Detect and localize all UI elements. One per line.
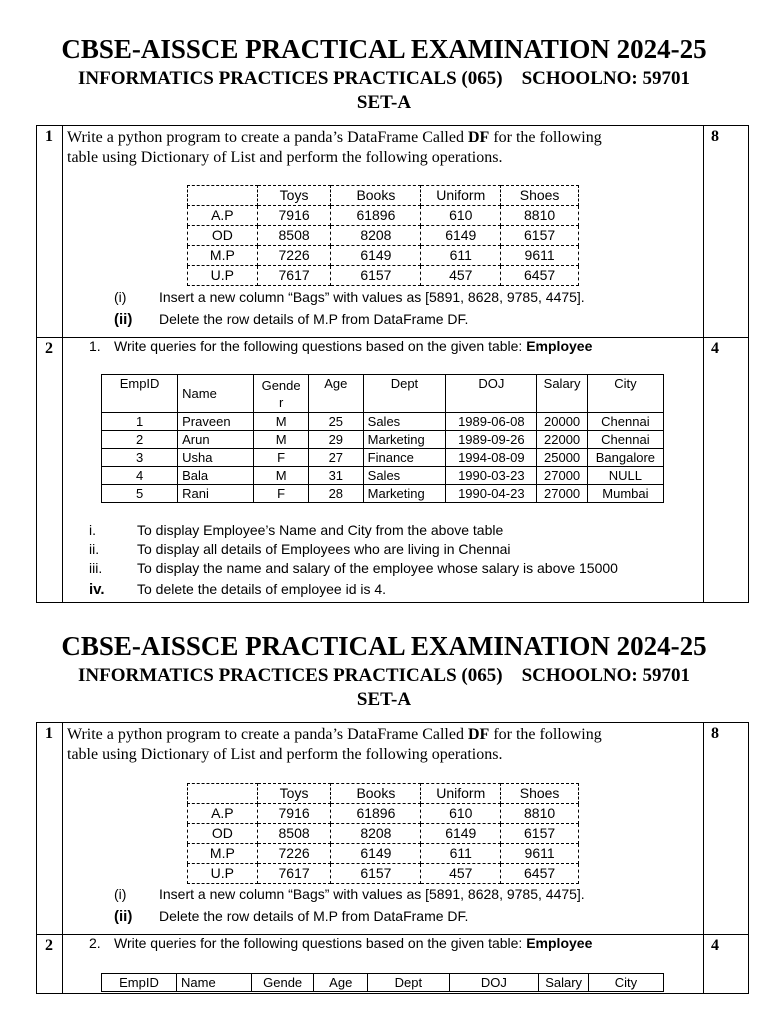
question-number: 2 [45, 340, 53, 357]
query-label: i. [89, 522, 96, 538]
question-intro-number: 1. [89, 338, 101, 354]
question-intro-number: 2. [89, 935, 101, 951]
exam-title: CBSE-AISSCE PRACTICAL EXAMINATION 2024-25 [61, 631, 707, 661]
query-text: To display all details of Employees who are living in Chennai [137, 541, 511, 557]
sub-item-label: (ii) [114, 311, 133, 328]
sub-item-text: Insert a new column “Bags” with values as [5891, 8628, 9785, 4475]. [159, 886, 585, 902]
employee-table: EmpID Name Gende Age Dept DOJ Salary City [101, 973, 664, 992]
query-text: To delete the details of employee id is 4. [137, 581, 387, 597]
sub-item-label: (ii) [114, 908, 133, 925]
table-row: 4 Bala M 31 Sales 1990-03-23 27000 NULL [102, 467, 664, 485]
sub-item-label: (i) [114, 289, 127, 305]
dataframe-table: Toys Books Uniform Shoes A.P 7916 61896 610 8810 OD 8508 8208 6149 6157 M.P 7226 6149 611 9611 U.P 7617 6157 457 6457 [187, 783, 579, 884]
table-row: 5 Rani F 28 Marketing 1990-04-23 27000 Mumbai [102, 485, 664, 503]
query-text: To display the name and salary of the employee whose salary is above 15000 [137, 560, 618, 576]
question-marks: 4 [711, 937, 719, 954]
employee-table: EmpID Name Gende r Age Dept DOJ Salary City 1 Praveen M 25 Sales 1989-06-08 20000 Chennai 2 Arun M 29 Marketing 1989-09-26 22000 Chennai 3 Usha F 27 Finance 1994-08-09 25000 Bangalore 4 Bala M 31 Sales 1990-03-23 27000 NULL 5 Rani F 28 Marketing 1990-04-23 27000 Mumbai [101, 374, 664, 503]
question-1-box [36, 125, 749, 338]
set-label: SET-A [356, 689, 412, 710]
question-text: Write a python program to create a panda’s DataFrame Called DF for the following table using Dictionary of List and perform the following operations. [67, 726, 602, 763]
query-label: iii. [89, 560, 103, 576]
sub-item-label: (i) [114, 886, 127, 902]
question-text: Write a python program to create a panda’s DataFrame Called DF for the following table using Dictionary of List and perform the following operations. [67, 129, 602, 166]
question-2-box [36, 337, 749, 603]
set-label: SET-A [356, 92, 412, 113]
table-row: 1 Praveen M 25 Sales 1989-06-08 20000 Chennai [102, 413, 664, 431]
table-row: 3 Usha F 27 Finance 1994-08-09 25000 Bangalore [102, 449, 664, 467]
question-marks: 4 [711, 340, 719, 357]
question-number: 1 [45, 128, 53, 145]
exam-subtitle: INFORMATICS PRACTICES PRACTICALS (065) SCHOOLNO: 59701 [78, 665, 690, 686]
dataframe-table: Toys Books Uniform Shoes A.P 7916 61896 610 8810 OD 8508 8208 6149 6157 M.P 7226 6149 611 9611 U.P 7617 6157 457 6457 [187, 185, 579, 286]
table-row: 2 Arun M 29 Marketing 1989-09-26 22000 Chennai [102, 431, 664, 449]
question-number: 1 [45, 725, 53, 742]
question-intro: Write queries for the following questions based on the given table: Employee [114, 338, 593, 354]
question-intro: Write queries for the following questions based on the given table: Employee [114, 935, 593, 951]
question-1-box [36, 722, 749, 935]
query-label: ii. [89, 541, 100, 557]
question-2-box [36, 934, 749, 994]
query-label: iv. [89, 581, 105, 598]
question-marks: 8 [711, 128, 719, 145]
sub-item-text: Delete the row details of M.P from DataFrame DF. [159, 908, 469, 924]
sub-item-text: Delete the row details of M.P from DataFrame DF. [159, 311, 469, 327]
exam-subtitle: INFORMATICS PRACTICES PRACTICALS (065) SCHOOLNO: 59701 [78, 68, 690, 89]
question-number: 2 [45, 937, 53, 954]
query-text: To display Employee’s Name and City from the above table [137, 522, 504, 538]
exam-title: CBSE-AISSCE PRACTICAL EXAMINATION 2024-25 [61, 34, 707, 64]
sub-item-text: Insert a new column “Bags” with values as [5891, 8628, 9785, 4475]. [159, 289, 585, 305]
question-marks: 8 [711, 725, 719, 742]
